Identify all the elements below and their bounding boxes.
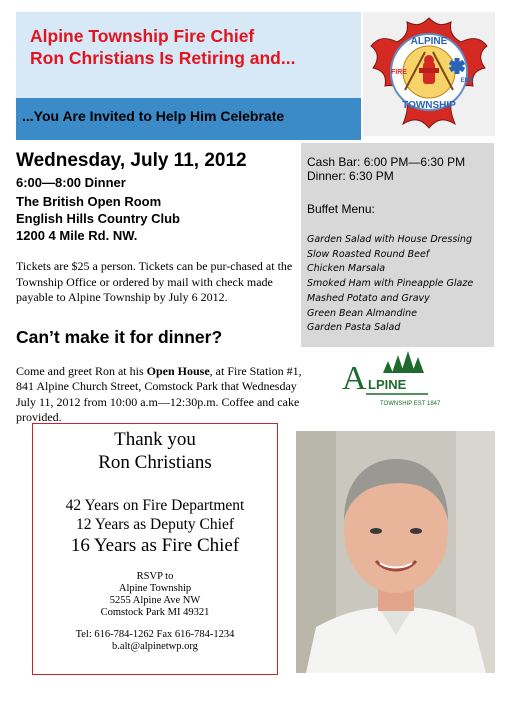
rsvp-street: 5255 Alpine Ave NW (109, 595, 201, 606)
open-house-text-after: , at Fire Station #1, 841 Alpine Church Street, Comstock Park that Wednesday July 11, 2012 from 10:00 a.m—12:30p.m. Coffee and cake provided. (16, 364, 302, 424)
years-fire-chief: 16 Years as Fire Chief (70, 535, 240, 556)
rsvp-org: Alpine Township (118, 583, 192, 594)
years-deputy-chief: 12 Years as Deputy Chief (76, 516, 234, 533)
menu-item: Mashed Potato and Gravy (307, 292, 430, 304)
menu-item: Smoked Ham with Pineapple Glaze (307, 278, 474, 290)
rsvp-city: Comstock Park MI 49321 (100, 607, 210, 618)
event-club: English Hills Country Club (16, 211, 180, 226)
menu-item: Green Bean Almandine (307, 307, 417, 319)
portrait-illustration (296, 431, 495, 673)
logo-subtext: TOWNSHIP EST 1847 (380, 401, 441, 407)
event-time: 6:00—8:00 Dinner (16, 175, 126, 190)
rsvp-email: b.alt@alpinetwp.org (112, 641, 198, 652)
logo-word: LPINE (368, 377, 407, 392)
headline-line-1: Alpine Township Fire Chief (30, 26, 255, 46)
thank-you-box (32, 423, 278, 675)
menu-item: Garden Pasta Salad (307, 322, 401, 334)
logo-letter: A (342, 360, 367, 397)
open-house-text (16, 364, 302, 425)
years-fire-department: 42 Years on Fire Department (65, 497, 245, 514)
badge-bottom-text: TOWNSHIP (402, 100, 456, 111)
open-house-text-before: Come and greet Ron at his (16, 364, 147, 378)
fire-badge-icon (363, 12, 495, 136)
dinner-time: Dinner: 6:30 PM (307, 169, 394, 183)
rsvp-label: RSVP to (136, 571, 174, 582)
headline (30, 25, 360, 69)
open-house-title: Can’t make it for dinner? (16, 327, 223, 347)
open-house-emphasis: Open House (146, 364, 210, 378)
fire-badge-panel (363, 12, 495, 136)
badge-right-text: EMS (460, 78, 474, 84)
portrait-photo (296, 431, 495, 673)
event-venue: The British Open Room (16, 194, 162, 209)
township-logo (340, 347, 441, 419)
rsvp-phone: Tel: 616-784-1262 Fax 616-784-1234 (75, 629, 235, 640)
invite-text: ...You Are Invited to Help Him Celebrate (22, 108, 285, 124)
buffet-menu-list (307, 233, 473, 336)
badge-top-text: ALPINE (410, 36, 448, 47)
event-address: 1200 4 Mile Rd. NW. (16, 228, 138, 243)
headline-line-2: Ron Christians Is Retiring and... (30, 48, 296, 68)
menu-item: Garden Salad with House Dressing (307, 234, 472, 245)
event-date: Wednesday, July 11, 2012 (16, 150, 247, 171)
badge-left-text: FIRE (391, 69, 407, 76)
menu-item: Chicken Marsala (307, 263, 386, 275)
thanks-line-1: Thank you (114, 429, 196, 450)
ticket-info: Tickets are $25 a person. Tickets can be pur-chased at the Township Office or ordered by mail with check made payable to Alpine Township by July 6 2012. (16, 259, 293, 304)
cash-bar-time: Cash Bar: 6:00 PM—6:30 PM (307, 155, 466, 169)
thanks-line-2: Ron Christians (98, 452, 212, 473)
menu-item: Slow Roasted Round Beef (307, 248, 430, 260)
township-logo-icon (340, 347, 441, 419)
buffet-title: Buffet Menu: (307, 202, 375, 216)
